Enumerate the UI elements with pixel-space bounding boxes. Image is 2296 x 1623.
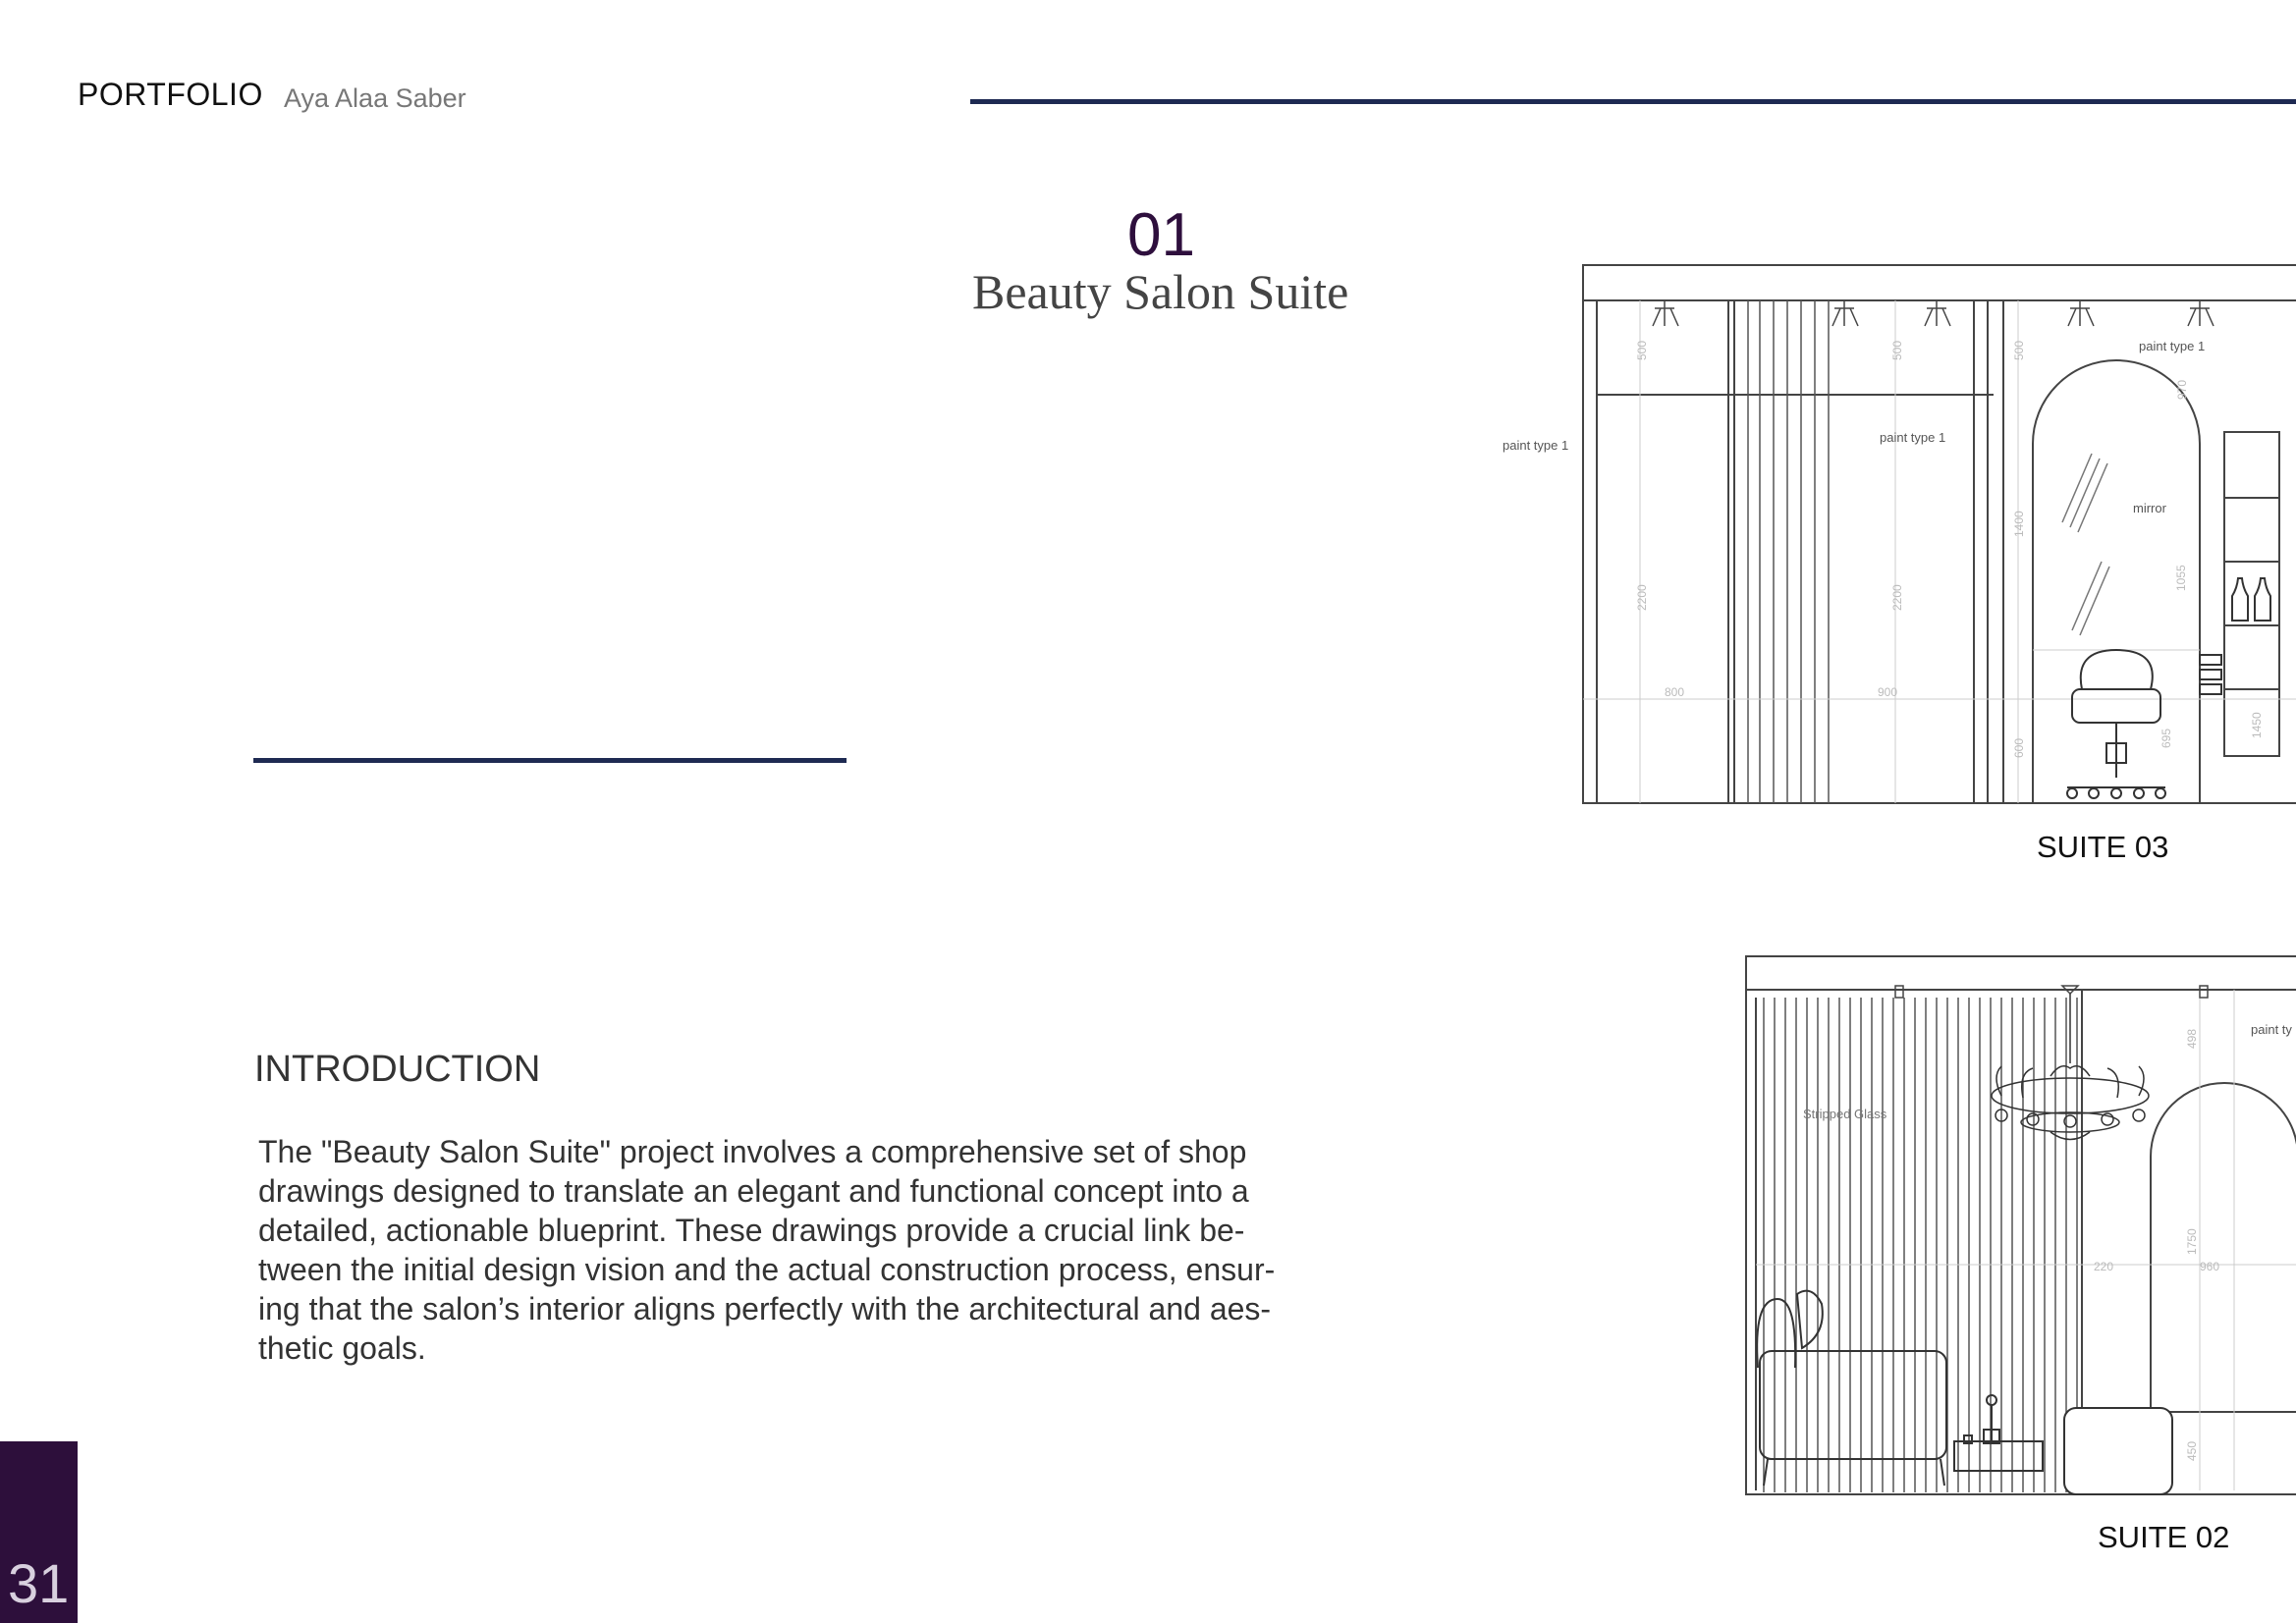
dim-label: 695 (2159, 728, 2173, 748)
dim-label: 2200 (1635, 584, 1649, 611)
intro-line: ing that the salon’s interior aligns perfectly with the architectural and aes- (258, 1291, 1272, 1326)
dim-label: 1055 (2174, 565, 2188, 591)
dim-label: 1450 (2250, 712, 2264, 738)
dim-label: 2200 (1890, 584, 1904, 611)
section-rule (253, 758, 847, 763)
dim-label: 500 (1635, 340, 1649, 360)
author-name: Aya Alaa Saber (284, 83, 466, 113)
dim-label: 970 (2175, 379, 2189, 400)
introduction-paragraph (258, 1132, 1339, 1368)
dim-label: 450 (2185, 1440, 2199, 1461)
label-paint-mid: paint type 1 (1880, 430, 1946, 445)
dim-label: 500 (2012, 340, 2026, 360)
label-mirror: mirror (2133, 501, 2166, 515)
label-stripped-glass: Stripped Glass (1803, 1107, 1887, 1121)
suite-03-elevation-drawing (1503, 257, 2296, 807)
glass-slats (1764, 998, 2077, 1492)
intro-line: thetic goals. (258, 1330, 426, 1366)
intro-line: drawings designed to translate an elegant and functional concept into a (258, 1173, 1249, 1209)
dim-label: 1750 (2185, 1228, 2199, 1255)
dim-label: 1400 (2012, 511, 2026, 537)
header-rule (970, 99, 2296, 104)
dim-label: 500 (1890, 340, 1904, 360)
page-number: 31 (8, 1552, 70, 1614)
dim-label: 800 (1665, 685, 1685, 699)
suite-02-elevation-drawing (1738, 950, 2296, 1500)
dim-label: 220 (2094, 1260, 2114, 1273)
label-paint-top: paint type 1 (2139, 339, 2206, 353)
intro-line: tween the initial design vision and the actual construction process, ensur- (258, 1252, 1276, 1287)
label-paint-left: paint type 1 (1503, 438, 1569, 453)
suite-02-caption: SUITE 02 (2098, 1520, 2230, 1554)
label-paint: paint ty (2251, 1022, 2292, 1037)
dim-label: 960 (2200, 1260, 2220, 1273)
suite-03-caption: SUITE 03 (2037, 830, 2169, 864)
dim-label: 900 (1878, 685, 1898, 699)
dim-label: 498 (2185, 1028, 2199, 1049)
intro-line: The "Beauty Salon Suite" project involves a comprehensive set of shop (258, 1134, 1247, 1169)
dim-label: 600 (2012, 737, 2026, 758)
introduction-heading: INTRODUCTION (254, 1049, 541, 1090)
project-title: Beauty Salon Suite (972, 264, 1349, 319)
portfolio-title: PORTFOLIO (78, 77, 263, 112)
intro-line: detailed, actionable blueprint. These drawings provide a crucial link be- (258, 1213, 1245, 1248)
project-number: 01 (1127, 201, 1195, 269)
